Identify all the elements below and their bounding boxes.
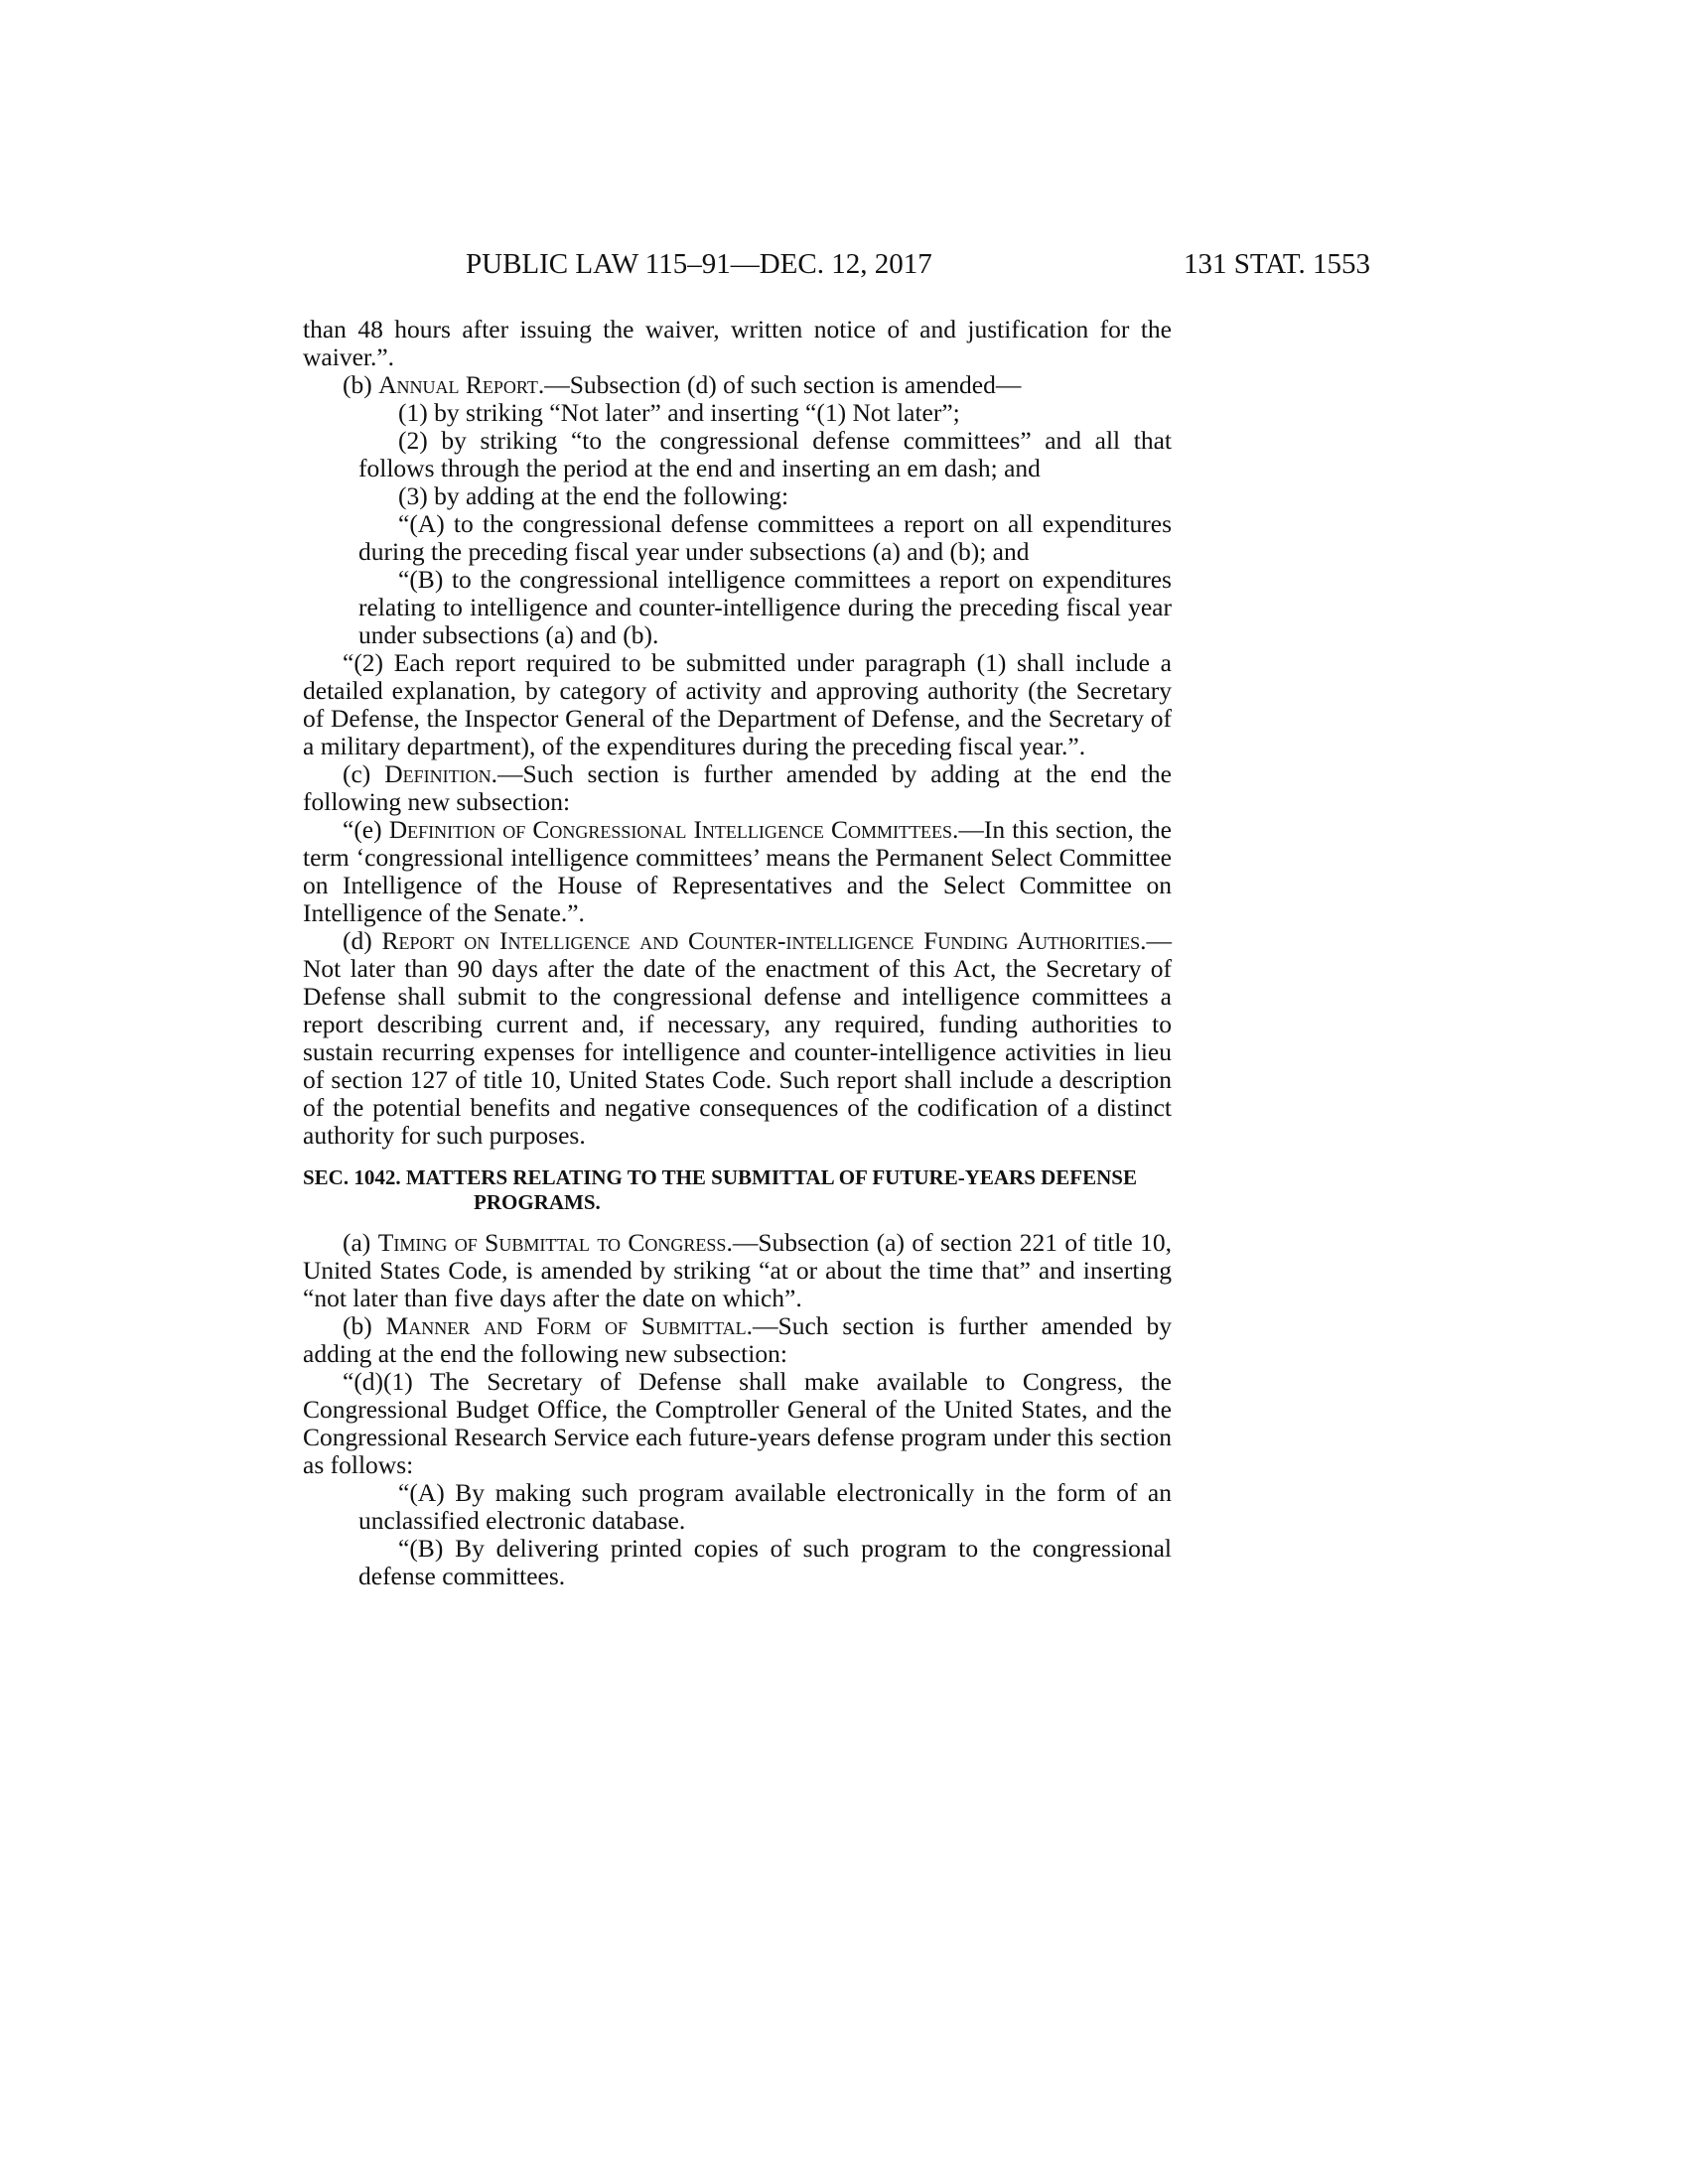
subsection-heading: Definition of Congressional Intelligence Committees bbox=[388, 815, 952, 844]
subsection-heading: Timing of Submittal to Congress bbox=[377, 1228, 727, 1257]
clause-2: (2) by striking “to the congressional defense committees” and all that follows through the period at the end and inserting an em dash; and bbox=[358, 426, 1172, 482]
subsection-heading: Manner and Form of Submittal bbox=[385, 1311, 747, 1340]
clause-1: (1) by striking “Not later” and inserting “(1) Not later”; bbox=[398, 398, 960, 427]
section-subsection-b: (b) Manner and Form of Submittal.—Such section is further amended by adding at the end the following new subsection: bbox=[303, 1311, 1173, 1368]
subsection-heading: Annual Report bbox=[378, 370, 538, 399]
section-subsection-a: (a) Timing of Submittal to Congress.—Subsection (a) of section 221 of title 10, United States Code, is amended by striking “at or about the time that” and inserting “not later than five days after the date on which”. bbox=[303, 1228, 1172, 1312]
page-header bbox=[303, 248, 1370, 288]
law-title: PUBLIC LAW 115–91—DEC. 12, 2017 bbox=[466, 248, 932, 280]
paragraph-continuation: than 48 hours after issuing the waiver, written notice of and justification for the waiver.”. bbox=[303, 315, 1172, 371]
clause-A: “(A) By making such program available electronically in the form of an unclassified electronic database. bbox=[358, 1478, 1172, 1535]
subsection-b: (b) Annual Report.—Subsection (d) of such section is amended— bbox=[343, 370, 1022, 399]
paragraph-2: “(2) Each report required to be submitted under paragraph (1) shall include a detailed explanation, by category of activity and approving authority (the Secretary of Defense, the Inspector General of the Department of Defense, and the Secretary of a military department), of the expenditures during the preceding fiscal year.”. bbox=[303, 648, 1172, 760]
section-heading: SEC. 1042. MATTERS RELATING TO THE SUBMITTAL OF FUTURE-YEARS DEFENSE PROGRAMS. bbox=[303, 1165, 1137, 1214]
document-body bbox=[303, 316, 1172, 1590]
statute-page-number: 131 STAT. 1553 bbox=[1183, 248, 1370, 280]
clause-3: (3) by adding at the end the following: bbox=[398, 481, 789, 510]
subsection-heading: Definition bbox=[384, 759, 492, 788]
clause-B: “(B) to the congressional intelligence committees a report on expenditures relating to intelligence and counter-intelligence during the preceding fiscal year under subsections (a) and (b). bbox=[358, 565, 1172, 649]
clause-A: “(A) to the congressional defense committees a report on all expenditures during the preceding fiscal year under subsections (a) and (b); and bbox=[358, 509, 1172, 566]
subsection-c: (c) Definition.—Such section is further amended by adding at the end the following new subsection: bbox=[303, 759, 1172, 816]
paragraph-d1: “(d)(1) The Secretary of Defense shall make available to Congress, the Congressional Budget Office, the Comptroller General of the United States, and the Congressional Research Service each future-years defense program under this section as follows: bbox=[303, 1367, 1172, 1479]
clause-B: “(B) By delivering printed copies of such program to the congressional defense committees. bbox=[358, 1534, 1172, 1590]
subsection-d: (d) Report on Intelligence and Counter-intelligence Funding Authorities.—Not later than 90 days after the date of the enactment of this Act, the Secretary of Defense shall submit to the congressional defense and intelligence committees a report describing current and, if necessary, any required, funding authorities to sustain recurring expenses for intelligence and counter-intelligence activities in lieu of section 127 of title 10, United States Code. Such report shall include a description of the potential benefits and negative consequences of the codification of a distinct authority for such purposes. bbox=[303, 926, 1173, 1150]
subsection-e: “(e) Definition of Congressional Intelligence Committees.—In this section, the term ‘congressional intelligence committees’ means the Permanent Select Committee on Intelligence of the House of Representatives and the Select Committee on Intelligence of the Senate.”. bbox=[303, 815, 1173, 927]
subsection-heading: Report on Intelligence and Counter-intelligence Funding Authorities bbox=[381, 926, 1141, 955]
